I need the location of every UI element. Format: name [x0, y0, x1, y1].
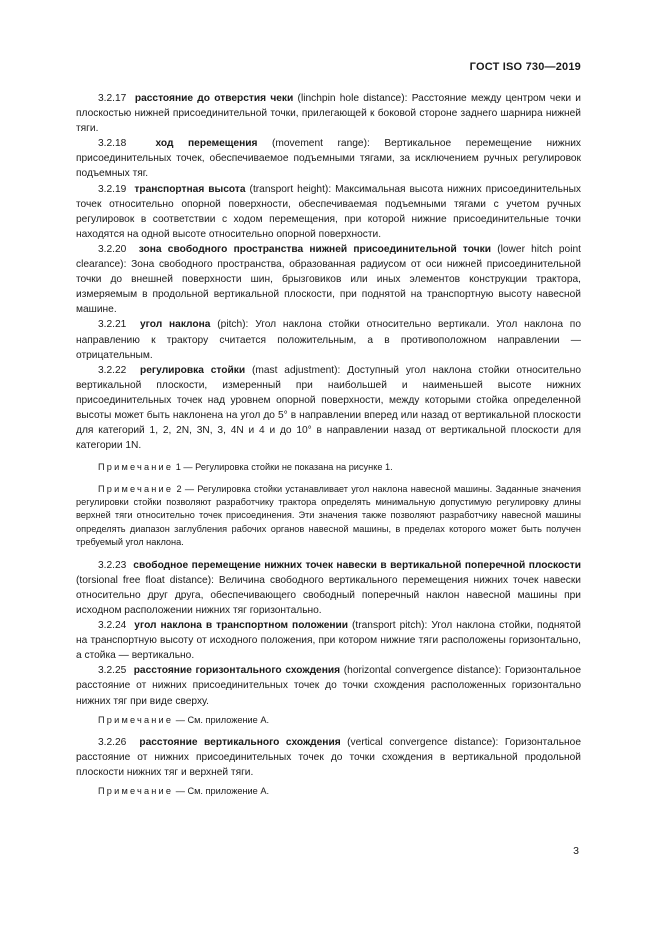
term-entry-3-2-23: [76, 558, 581, 618]
entry-number: 3.2.17: [98, 93, 127, 104]
term-entry-3-2-26: [76, 735, 581, 780]
entry-term: регулировка стойки: [140, 364, 246, 376]
note-2: [76, 483, 581, 550]
entry-number: 3.2.20: [98, 243, 127, 255]
term-entry-3-2-22: [76, 363, 581, 454]
page-number: 3: [573, 845, 579, 857]
note-text: — См. приложение А.: [173, 714, 270, 725]
entry-term: угол наклона: [139, 319, 211, 331]
term-entry-3-2-24: [76, 618, 581, 663]
document-header: ГОСТ ISO 730—2019: [469, 61, 581, 73]
term-entry-3-2-25: [76, 663, 581, 708]
term-entry-3-2-21: [76, 317, 581, 362]
entry-definition: (mast adjustment): Доступный угол наклона стойки относительно вертикальной плоскости, измеренный при наибольшей и наименьшей высоте нижних присоединительных точек над уровнем опорной поверхности, между которыми стойка определенной высоты может быть наклонена на угол до 5° в направлении вперед или назад от вертикальной плоскости для категорий 1, 2, 2N, 3N, 3, 4N и 4 и до 10° в направлении назад от вертикальной плоскости для категории 1N.: [76, 364, 581, 452]
entry-number: 3.2.24: [98, 620, 127, 632]
entry-number: 3.2.18: [98, 138, 127, 150]
note-number: 2: [173, 483, 182, 494]
entry-number: 3.2.23: [98, 559, 127, 571]
entry-definition: (horizontal convergence distance): Горизонтальное расстояние от нижних присоединительных точек до точки схождения расположенных горизонтально нижних тяг при виде сверху.: [76, 665, 581, 707]
entry-number: 3.2.22: [98, 364, 127, 376]
entry-number: 3.2.21: [98, 319, 127, 331]
note-4: [76, 785, 581, 798]
entry-term: расстояние до отверстия чеки: [134, 93, 294, 104]
entry-definition: (transport height): Максимальная высота нижних присоединительных точек относительно опорной поверхности, обеспечиваемая подъемными тягами с учетом ручных регулировок в соответствии с ходом перемещения, при которой нижние присоединительные точки находятся на одной высоте относительно опорной поверхности.: [76, 183, 581, 240]
document-body: [76, 91, 581, 799]
note-1: [76, 461, 581, 474]
note-label: Примечание: [98, 786, 174, 797]
entry-term: расстояние вертикального схождения: [139, 737, 341, 749]
note-label: Примечание: [98, 483, 174, 494]
term-entry-3-2-18: [76, 136, 581, 181]
note-text: — Регулировка стойки не показана на рисунке 1.: [180, 462, 393, 473]
entry-term: зона свободного пространства нижней присоединительной точки: [138, 243, 492, 255]
entry-term: свободное перемещение нижних точек навески в вертикальной поперечной плоскости: [133, 559, 581, 571]
note-text: — Регулировка стойки устанавливает угол наклона навесной машины. Заданные значения регулировки стойки позволяют разработчику трактора определять минимальную допустимую регулировку длины верхней тяги относительно точек присоединения. Эти значения также позволяют разработчику навесной машины определять диапазон заглубления рабочих органов навесной машины, в пределах которого может быть получен требуемый угол наклона.: [76, 483, 581, 548]
note-number: 1: [173, 462, 181, 473]
note-3: [76, 714, 581, 727]
entry-number: 3.2.26: [98, 737, 127, 749]
note-text: — См. приложение А.: [173, 786, 270, 797]
entry-definition: (transport pitch): Угол наклона стойки, поднятой на транспортную высоту от исходного положения, при котором нижние тяги расположены горизонтально, а стойка — вертикально.: [76, 620, 581, 662]
entry-definition: (pitch): Угол наклона стойки относительно вертикали. Угол наклона по направлению к трактору считается положительным, а в противоположном направлении — отрицательным.: [76, 319, 581, 361]
term-entry-3-2-19: [76, 182, 581, 242]
entry-term: угол наклона в транспортном положении: [134, 620, 349, 632]
note-label: Примечание: [98, 462, 174, 473]
entry-number: 3.2.25: [98, 665, 127, 677]
entry-definition: (movement range): Вертикальное перемещение нижних присоединительных точек, обеспечиваемое подъемными тягами, за исключением ручных регулировок подъемных тяг.: [76, 138, 581, 180]
entry-definition: (linchpin hole distance): Расстояние между центром чеки и плоскостью нижней присоединительной точки, прилегающей к боковой стороне заднего шарнира нижней тяги.: [76, 93, 581, 135]
entry-definition: (lower hitch point clearance): Зона свободного пространства, образованная радиусом от оси нижней присоединительной точки до внешней поверхности шин, брызговиков или иных элементов конструкции трактора, измеряемым в продольной вертикальной плоскости, при поднятой на транспортную высоту навесной машине.: [76, 243, 581, 316]
entry-term: транспортная высота: [134, 183, 246, 195]
note-label: Примечание: [98, 714, 174, 725]
entry-term: ход перемещения: [155, 138, 258, 150]
entry-definition: (vertical convergence distance): Горизонтальное расстояние от нижних присоединительных точек до точки схождения в вертикальной продольной плоскости нижних тяг и верхней тяги.: [76, 737, 581, 779]
term-entry-3-2-17: [76, 91, 581, 136]
entry-definition: (torsional free float distance): Величина свободного вертикального перемещения нижних точек навески относительно друг друга, обеспечивающего свободный поперечный наклон навесной машины при исходном расположении нижних тяг горизонтально.: [76, 574, 581, 616]
entry-term: расстояние горизонтального схождения: [133, 665, 341, 677]
entry-number: 3.2.19: [98, 183, 127, 195]
term-entry-3-2-20: [76, 242, 581, 317]
